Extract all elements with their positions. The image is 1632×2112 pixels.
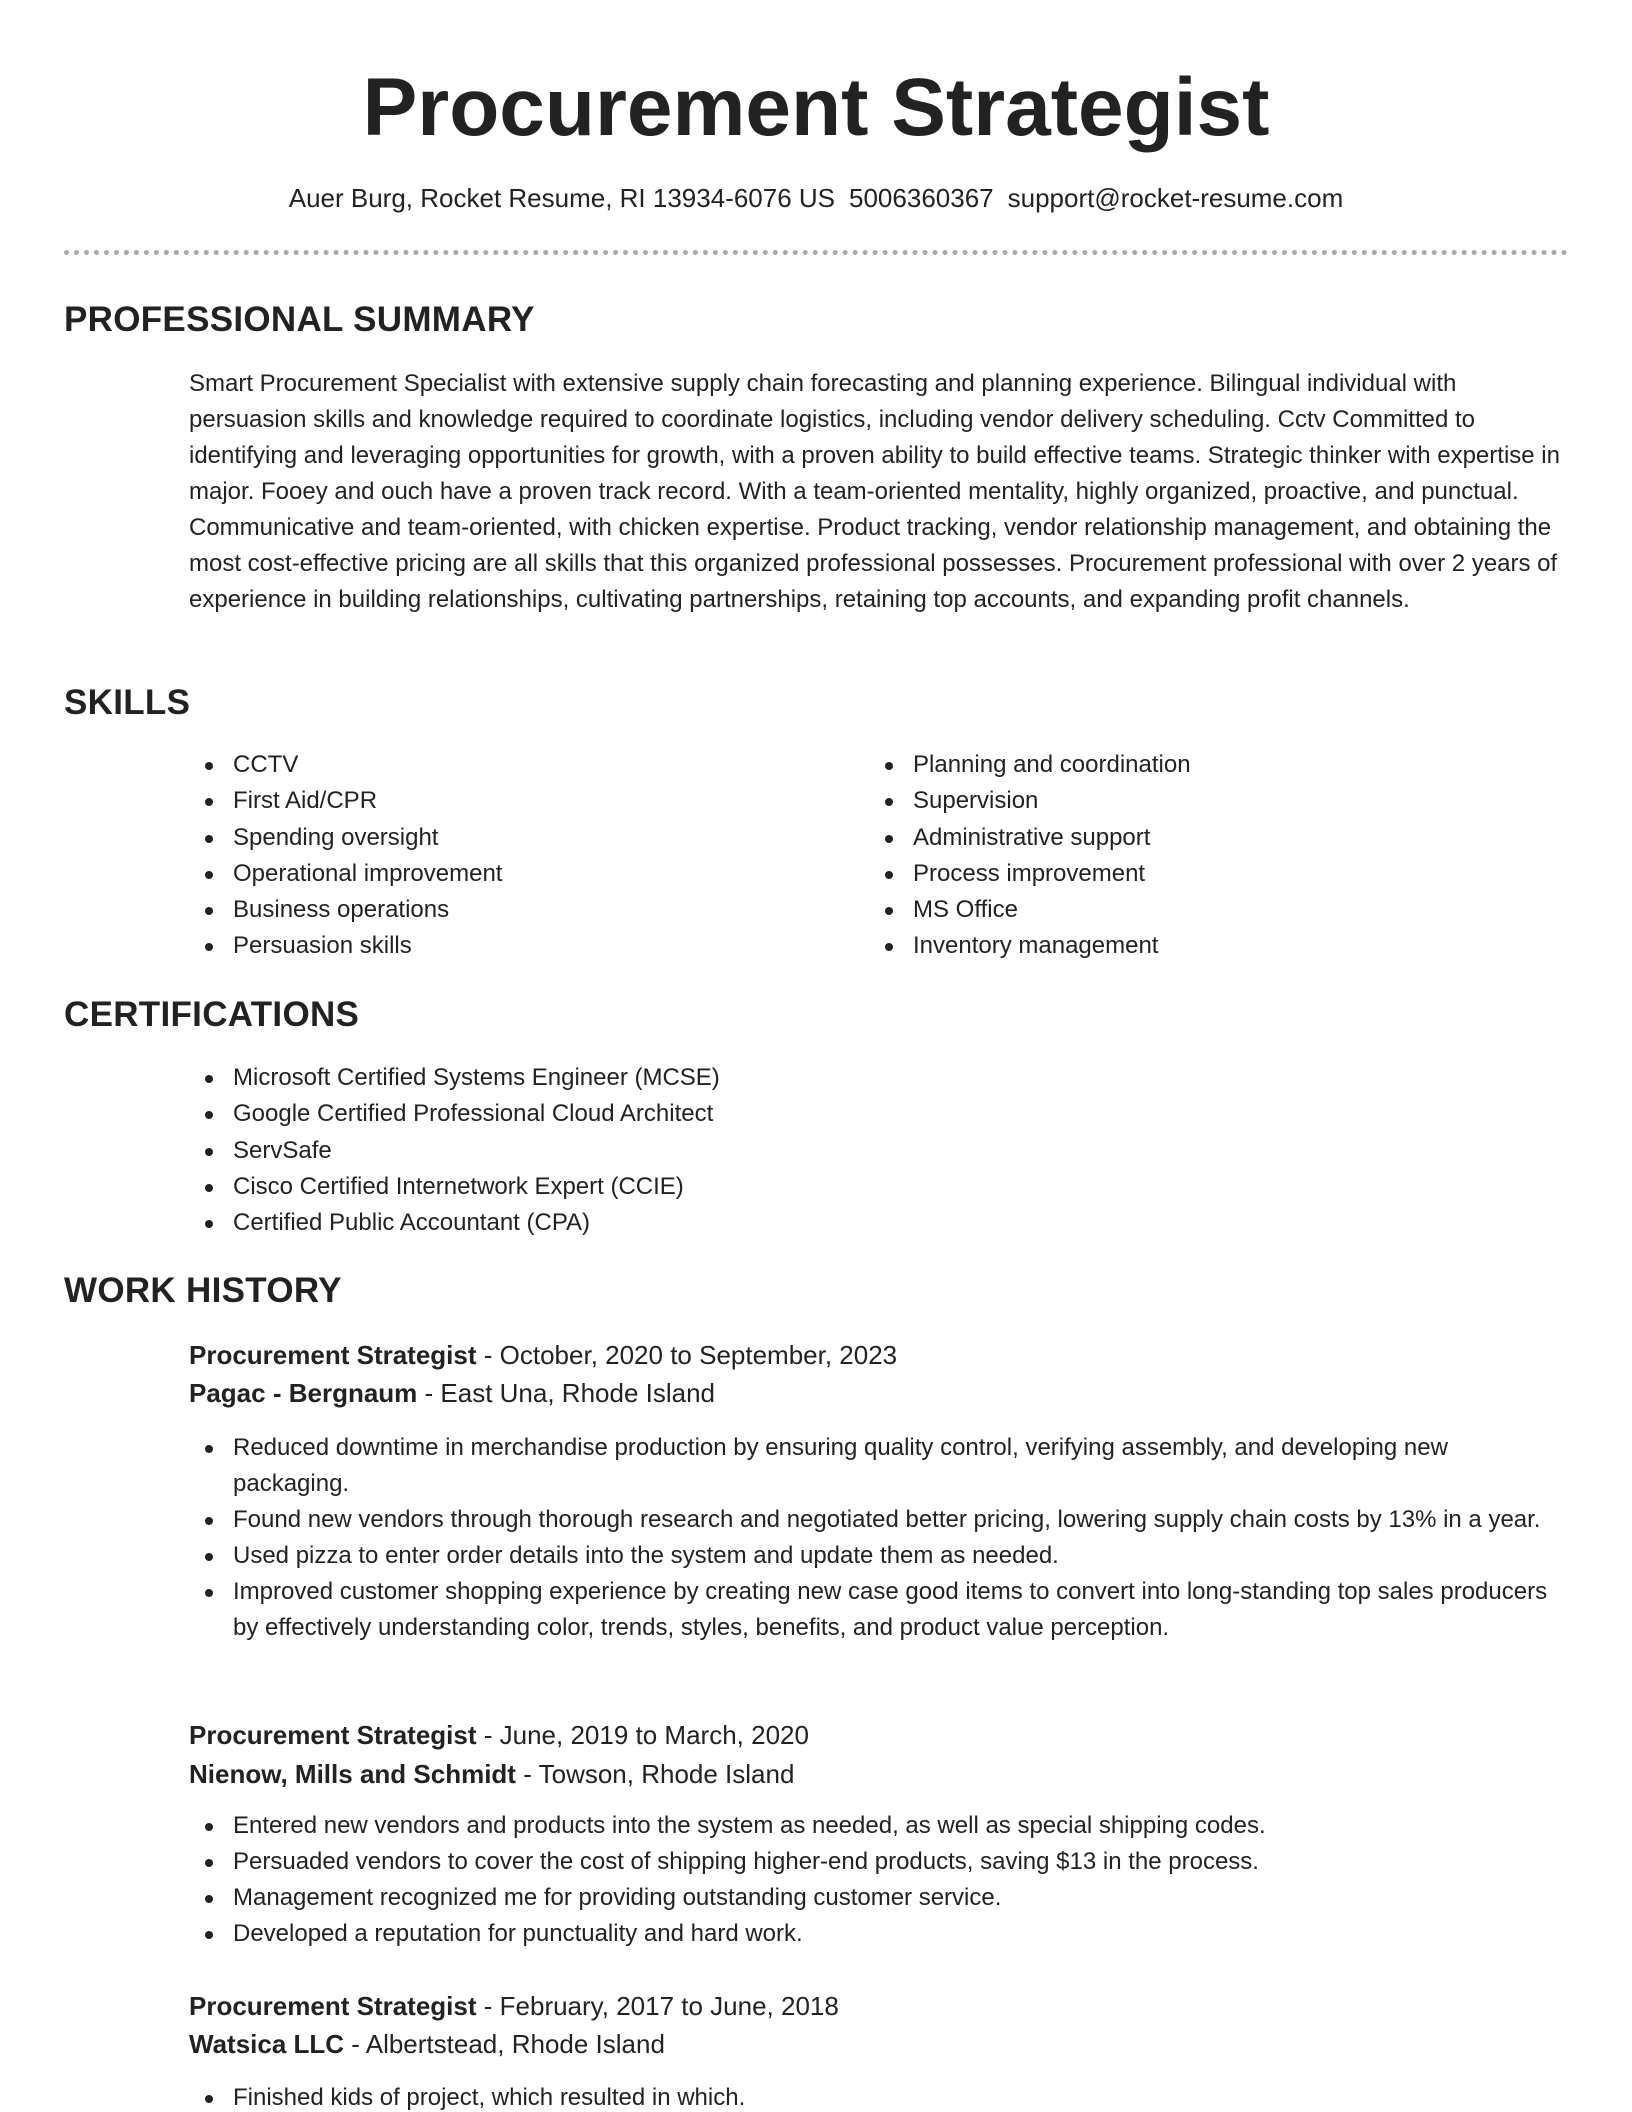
list-item: Certified Public Accountant (CPA) xyxy=(189,1205,1569,1241)
list-item: Improved customer shopping experience by creating new case good items to convert into long-standing top sales producers by effectively understanding color, trends, styles, benefits, and product value perception. xyxy=(189,1574,1569,1646)
list-item: CCTV xyxy=(189,747,829,783)
job-company-line xyxy=(189,2025,665,2063)
list-item: Spending oversight xyxy=(189,820,829,856)
list-item: Used pizza to enter order details into the system and update them as needed. xyxy=(189,1538,1569,1574)
list-item: Entered new vendors and products into the system as needed, as well as special shipping codes. xyxy=(189,1808,1569,1844)
list-item: ServSafe xyxy=(189,1133,1569,1169)
contact-line xyxy=(0,182,1632,214)
job-bullets xyxy=(189,2080,1569,2112)
job-title-line xyxy=(189,1716,809,1754)
contact-phone: 5006360367 xyxy=(849,183,994,213)
job-bullets xyxy=(189,1430,1569,1646)
job-title-line xyxy=(189,1336,897,1374)
job-company: Nienow, Mills and Schmidt xyxy=(189,1759,516,1789)
job-dates: - February, 2017 to June, 2018 xyxy=(476,1991,839,2021)
job-dates: - October, 2020 to September, 2023 xyxy=(476,1340,898,1370)
job-location: - Albertstead, Rhode Island xyxy=(344,2029,665,2059)
list-item: MS Office xyxy=(869,892,1569,928)
list-item: Developed a reputation for punctuality and hard work. xyxy=(189,1916,1569,1952)
list-item: Finished kids of project, which resulted in which. xyxy=(189,2080,1569,2112)
list-item: Business operations xyxy=(189,892,829,928)
list-item: Persuaded vendors to cover the cost of shipping higher-end products, saving $13 in the process. xyxy=(189,1844,1569,1880)
work-history-heading: WORK HISTORY xyxy=(64,1271,342,1310)
summary-heading: PROFESSIONAL SUMMARY xyxy=(64,300,535,339)
skills-list-right xyxy=(869,747,1569,965)
list-item: Inventory management xyxy=(869,928,1569,964)
summary-text: Smart Procurement Specialist with extensive supply chain forecasting and planning experience. Bilingual individual with persuasion skills and knowledge required to coordinate logistics, including vendor delivery scheduling. Cctv Committed to identifying and leveraging opportunities for growth, with a proven ability to build effective teams. Strategic thinker with expertise in major. Fooey and ouch have a proven track record. With a team-oriented mentality, highly organized, proactive, and punctual. Communicative and team-oriented, with chicken expertise. Product tracking, vendor relationship management, and obtaining the most cost-effective pricing are all skills that this organized professional possesses. Procurement professional with over 2 years of experience in building relationships, cultivating partnerships, retaining top accounts, and expanding profit channels. xyxy=(189,370,1560,613)
list-item: Administrative support xyxy=(869,820,1569,856)
job-dates: - June, 2019 to March, 2020 xyxy=(476,1720,809,1750)
resume-title: Procurement Strategist xyxy=(362,62,1270,153)
job-company-line xyxy=(189,1755,794,1793)
list-item: Management recognized me for providing outstanding customer service. xyxy=(189,1880,1569,1916)
list-item: Microsoft Certified Systems Engineer (MCSE) xyxy=(189,1060,1569,1096)
list-item: Cisco Certified Internetwork Expert (CCIE) xyxy=(189,1169,1569,1205)
job-title: Procurement Strategist xyxy=(189,1340,477,1370)
header-divider xyxy=(64,250,1568,255)
contact-email[interactable]: support@rocket-resume.com xyxy=(1007,183,1344,213)
job-location: - East Una, Rhode Island xyxy=(417,1378,716,1408)
skills-list-left xyxy=(189,747,829,965)
job-company: Pagac - Bergnaum xyxy=(189,1378,418,1408)
list-item: Google Certified Professional Cloud Architect xyxy=(189,1096,1569,1132)
list-item: Found new vendors through thorough research and negotiated better pricing, lowering supply chain costs by 13% in a year. xyxy=(189,1502,1569,1538)
job-title: Procurement Strategist xyxy=(189,1991,477,2021)
job-title-line xyxy=(189,1987,839,2025)
list-item: Reduced downtime in merchandise production by ensuring quality control, verifying assembly, and developing new packaging. xyxy=(189,1430,1569,1502)
job-company-line xyxy=(189,1374,715,1412)
list-item: Process improvement xyxy=(869,856,1569,892)
job-location: - Towson, Rhode Island xyxy=(515,1759,795,1789)
list-item: Supervision xyxy=(869,783,1569,819)
job-bullets xyxy=(189,1808,1569,1952)
list-item: Planning and coordination xyxy=(869,747,1569,783)
job-company: Watsica LLC xyxy=(189,2029,345,2059)
list-item: Operational improvement xyxy=(189,856,829,892)
list-item: First Aid/CPR xyxy=(189,783,829,819)
skills-heading: SKILLS xyxy=(64,683,191,722)
certifications-heading: CERTIFICATIONS xyxy=(64,995,360,1034)
job-title: Procurement Strategist xyxy=(189,1720,477,1750)
certifications-list xyxy=(189,1060,1569,1241)
list-item: Persuasion skills xyxy=(189,928,829,964)
contact-address: Auer Burg, Rocket Resume, RI 13934-6076 US xyxy=(288,183,836,213)
